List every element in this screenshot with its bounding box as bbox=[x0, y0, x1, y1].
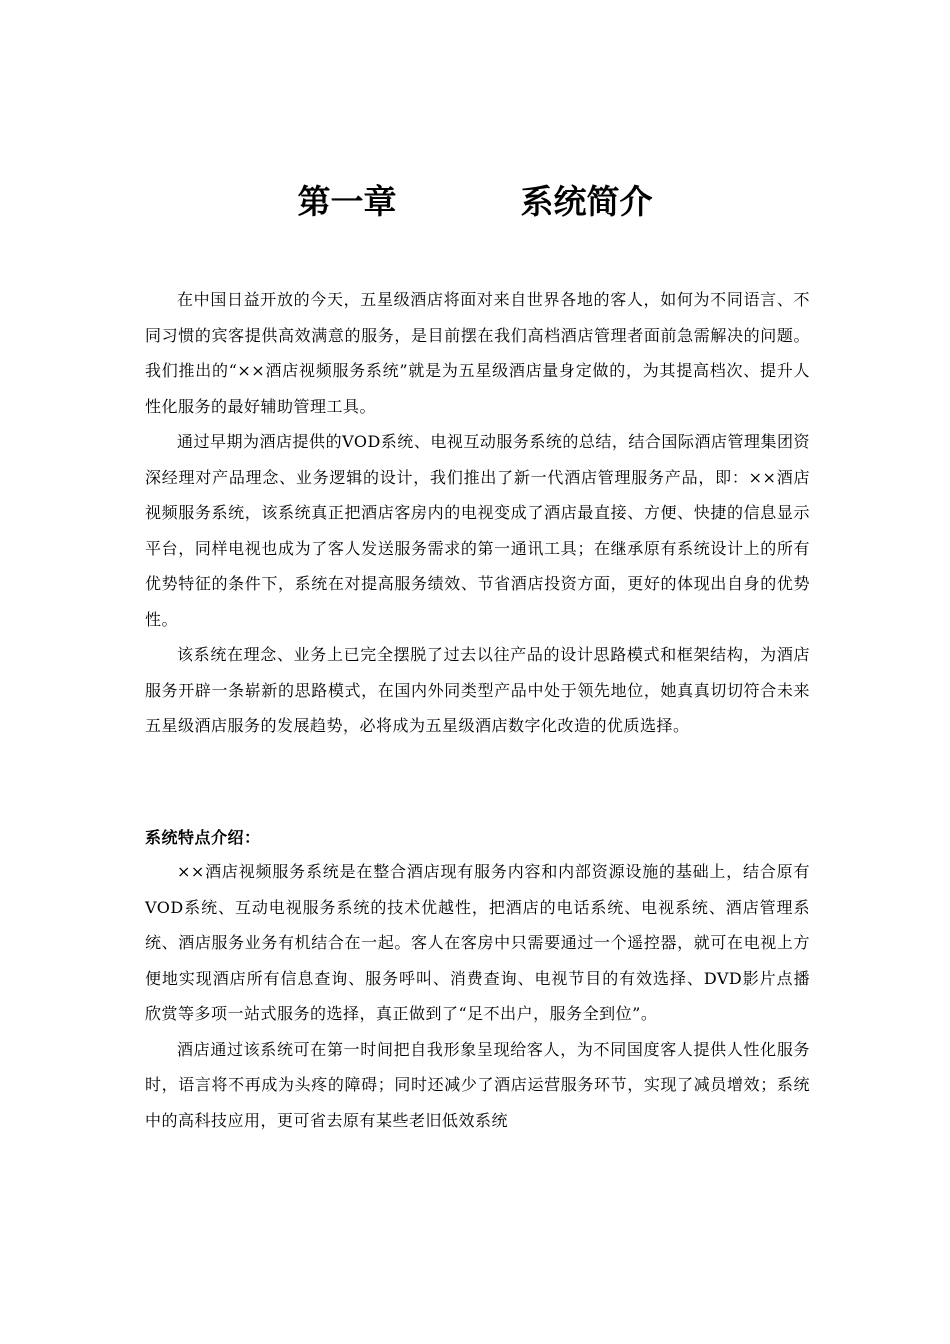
features-paragraph-1: ××酒店视频服务系统是在整合酒店现有服务内容和内部资源设施的基础上，结合原有VOD系统、互动电视服务系统的技术优越性，把酒店的电话系统、电视系统、酒店管理系统、酒店服务业务有机结合在一起。客人在客房中只需要通过一个遥控器，就可在电视上方便地实现酒店所有信息查询、服务呼叫、消费查询、电视节目的有效选择、DVD影片点播欣赏等多项一站式服务的选择，真正做到了“足不出户，服务全到位”。 bbox=[145, 862, 810, 1023]
intro-section bbox=[145, 282, 810, 744]
intro-paragraph-1: 在中国日益开放的今天，五星级酒店将面对来自世界各地的客人，如何为不同语言、不同习惯的宾客提供高效满意的服务，是目前摆在我们高档酒店管理者面前急需解决的问题。我们推出的“××酒店视频服务系统”就是为五星级酒店量身定做的，为其提高档次、提升人性化服务的最好辅助管理工具。 bbox=[145, 290, 810, 416]
features-paragraph-2: 酒店通过该系统可在第一时间把自我形象呈现给客人，为不同国度客人提供人性化服务时，语言将不再成为头疼的障碍；同时还减少了酒店运营服务环节，实现了减员增效；系统中的高科技应用，更可省去原有某些老旧低效系统 bbox=[145, 1039, 810, 1130]
chapter-name: 系统简介 bbox=[520, 182, 653, 222]
intro-paragraph-2: 通过早期为酒店提供的VOD系统、电视互动服务系统的总结，结合国际酒店管理集团资深经理对产品理念、业务逻辑的设计，我们推出了新一代酒店管理服务产品，即：××酒店视频服务系统，该系统真正把酒店客房内的电视变成了酒店最直接、方便、快捷的信息显示平台，同样电视也成为了客人发送服务需求的第一通讯工具；在继承原有系统设计上的所有优势特征的条件下，系统在对提高服务绩效、节省酒店投资方面，更好的体现出自身的优势性。 bbox=[145, 432, 810, 629]
intro-paragraph-3: 该系统在理念、业务上已完全摆脱了过去以往产品的设计思路模式和框架结构，为酒店服务开辟一条崭新的思路模式，在国内外同类型产品中处于领先地位，她真真切切符合未来五星级酒店服务的发展趋势，必将成为五星级酒店数字化改造的优质选择。 bbox=[145, 645, 810, 735]
features-heading: 系统特点介绍： bbox=[145, 828, 261, 847]
chapter-title bbox=[0, 180, 950, 224]
chapter-number: 第一章 bbox=[297, 182, 397, 222]
features-section bbox=[145, 822, 810, 1138]
